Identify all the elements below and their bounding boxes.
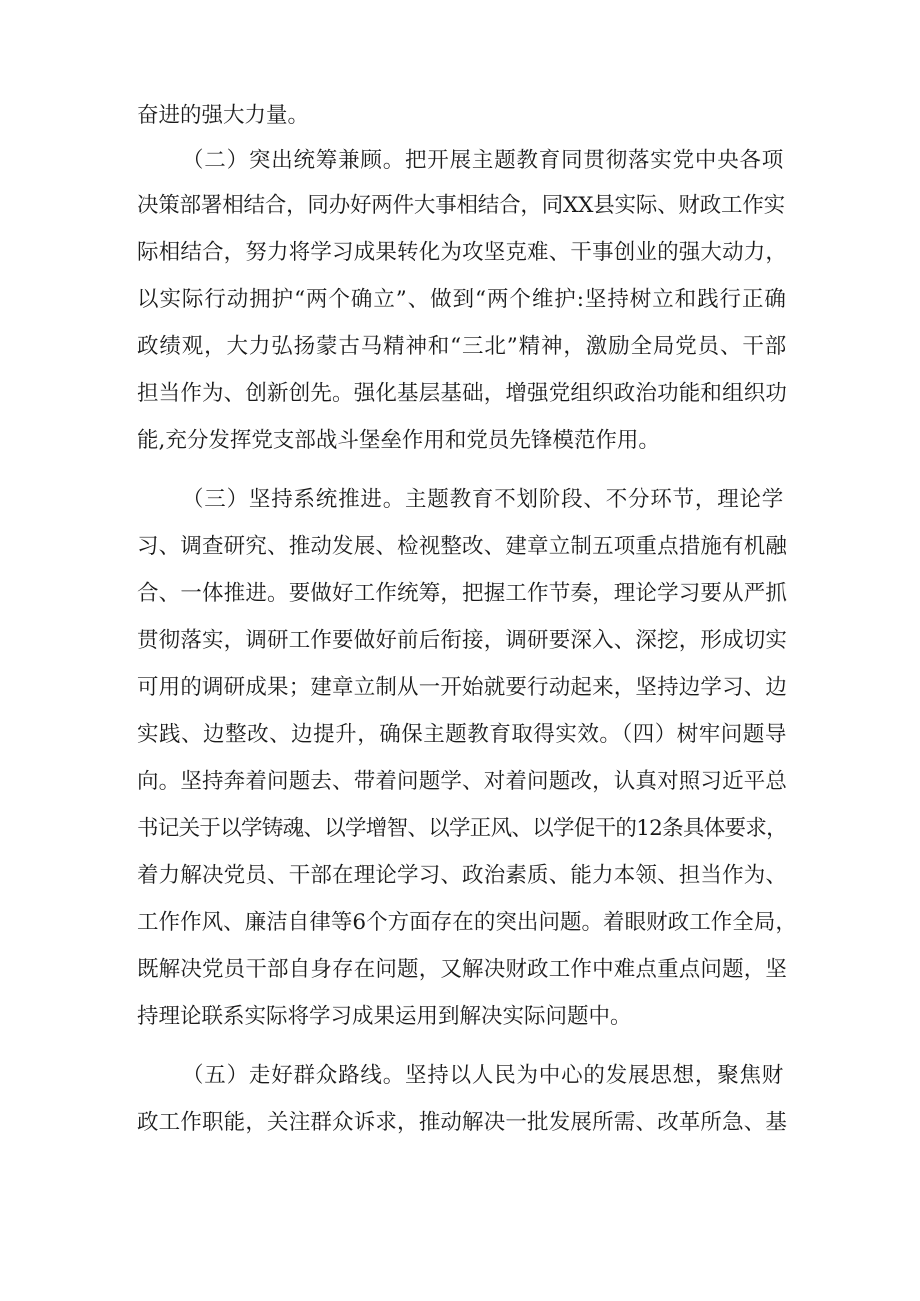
- line-text: 着力解决党员、干部在理论学习、政治素质、能力本领、担当作为、: [137, 863, 788, 888]
- line-text: 合、一体推进。要做好工作统筹，把握工作节奏，理论学习要从严抓: [137, 581, 788, 606]
- text-line: [0, 715, 920, 755]
- text-line: [0, 903, 920, 943]
- text-line: [0, 668, 920, 708]
- text-line: [0, 762, 920, 802]
- text-line: [0, 374, 920, 414]
- text-line: [0, 1103, 920, 1143]
- line-text: 能,充分发挥党支部战斗堡垒作用和党员先锋模范作用。: [137, 428, 660, 453]
- text-line: [0, 327, 920, 367]
- line-text: （三）坚持系统推进。主题教育不划阶段、不分环节，理论学: [182, 487, 785, 512]
- line-text: 政工作职能，关注群众诉求，推动解决一批发展所需、改革所急、基: [137, 1110, 788, 1135]
- text-line: [0, 574, 920, 614]
- line-text: 工作作风、廉洁自律等6个方面存在的突出问题。着眼财政工作全局，: [137, 910, 797, 935]
- text-line: [0, 856, 920, 896]
- line-text: 奋进的强大力量。: [137, 103, 310, 128]
- line-text: 习、调查研究、推动发展、检视整改、建章立制五项重点措施有机融: [137, 534, 788, 559]
- line-text: 向。坚持奔着问题去、带着问题学、对着问题改，认真对照习近平总: [137, 769, 788, 794]
- text-line: [0, 527, 920, 567]
- line-text: 以实际行动拥护“两个确立”、做到“两个维护:坚持树立和践行正确: [137, 287, 787, 312]
- line-text: 际相结合，努力将学习成果转化为攻坚克难、干事创业的强大动力，: [137, 240, 788, 265]
- text-line: [0, 233, 920, 273]
- text-line: [0, 997, 920, 1037]
- text-line: [0, 1056, 920, 1096]
- text-line: [0, 421, 920, 461]
- text-line: [0, 280, 920, 320]
- text-line: [0, 96, 920, 136]
- line-text: 担当作为、创新创先。强化基层基础，增强党组织政治功能和组织功: [137, 381, 788, 406]
- line-text: （五）走好群众路线。坚持以人民为中心的发展思想，聚焦财: [182, 1063, 785, 1088]
- text-line: [0, 141, 920, 181]
- line-text: 决策部署相结合，同办好两件大事相结合，同XX县实际、财政工作实: [137, 193, 785, 218]
- line-text: 持理论联系实际将学习成果运用到解决实际问题中。: [137, 1004, 632, 1029]
- line-text: 书记关于以学铸魂、以学增智、以学正风、以学促干的12条具体要求，: [137, 816, 787, 841]
- text-line: [0, 480, 920, 520]
- line-text: 政绩观，大力弘扬蒙古马精神和“三北”精神，激励全局党员、干部: [137, 334, 788, 359]
- line-text: 既解决党员干部自身存在问题，又解决财政工作中难点重点问题，坚: [137, 957, 788, 982]
- line-text: 实践、边整改、边提升，确保主题教育取得实效。（四）树牢问题导: [137, 722, 787, 747]
- line-text: 贯彻落实，调研工作要做好前后衔接，调研要深入、深挖，形成切实: [137, 628, 788, 653]
- text-line: [0, 809, 920, 849]
- text-line: [0, 186, 920, 226]
- line-text: （二）突出统筹兼顾。把开展主题教育同贯彻落实党中央各项: [182, 148, 785, 173]
- text-line: [0, 621, 920, 661]
- line-text: 可用的调研成果；建章立制从一开始就要行动起来，坚持边学习、边: [137, 675, 788, 700]
- text-line: [0, 950, 920, 990]
